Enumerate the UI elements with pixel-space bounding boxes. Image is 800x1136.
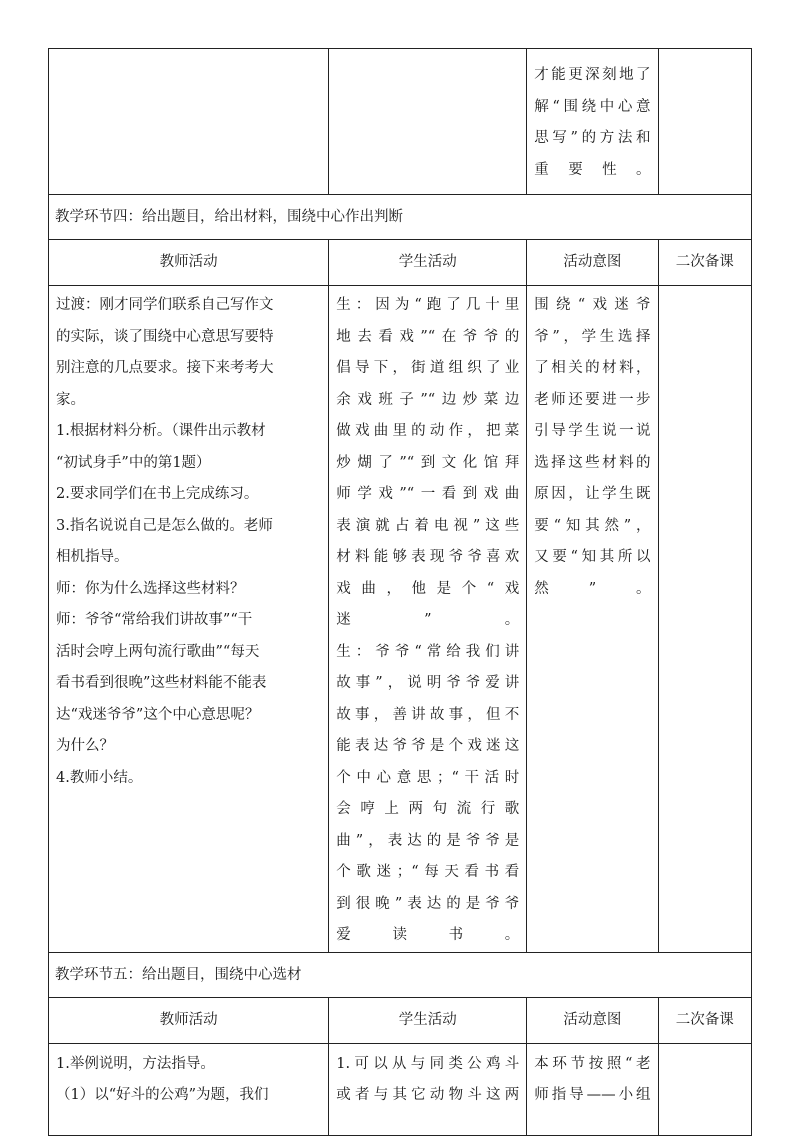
- text-line: 原因，让学生既: [534, 486, 651, 502]
- text-line: 要“知其然”，: [534, 517, 651, 534]
- section-title-row: [49, 952, 752, 997]
- header-row: [49, 240, 752, 286]
- text-line: 围绕“戏迷爷: [534, 297, 651, 313]
- header-row: [49, 997, 752, 1043]
- text-line: 2.要求同学们在书上完成练习。: [56, 486, 259, 502]
- activity-intent-cell: [527, 1043, 658, 1135]
- text-line: 过渡：刚才同学们联系自己写作文: [56, 297, 274, 313]
- header-intent: 活动意图: [527, 240, 658, 286]
- text-line: 本环节按照“老: [534, 1055, 651, 1072]
- text-line: 思写”的方法和: [534, 130, 651, 146]
- text-line: 师学戏”“一看到戏曲: [336, 486, 520, 502]
- text-line: 重要性。: [534, 161, 651, 178]
- text-line: 家。: [56, 391, 85, 408]
- text-line: 才能更深刻地了: [534, 67, 651, 83]
- text-line: 师指导——小组: [534, 1087, 651, 1103]
- text-line: 材料能够表现爷爷喜欢: [336, 549, 520, 565]
- activity-intent-cell: [527, 286, 658, 953]
- text-line: 了相关的材料，: [534, 360, 651, 376]
- text-line: 4.教师小结。: [56, 769, 143, 786]
- text-line: 个歌迷；“每天看书看: [336, 864, 520, 880]
- section-title-row: [49, 195, 752, 240]
- text-line: 相机指导。: [56, 549, 129, 565]
- text-line: 1.可以从与同类公鸡斗: [336, 1055, 520, 1072]
- second-prep-cell: [658, 1043, 751, 1135]
- continued-row: [49, 49, 752, 195]
- text-line: 个中心意思；“干活时: [336, 769, 520, 786]
- header-second-prep: 二次备课: [658, 240, 751, 286]
- teacher-activity-cell: [49, 286, 329, 953]
- activity-intent-cell: [527, 49, 658, 195]
- text-line: “初试身手”中的第1题）: [56, 454, 211, 471]
- text-line: 故事，善讲故事，但不: [336, 706, 520, 723]
- header-second-prep: 二次备课: [658, 997, 751, 1043]
- text-line: 迷”。: [336, 612, 520, 628]
- text-line: 的实际，谈了围绕中心意思写要特: [56, 328, 274, 345]
- header-student: 学生活动: [329, 240, 527, 286]
- teacher-activity-cell: [49, 1043, 329, 1135]
- text-line: 为什么？: [56, 738, 114, 754]
- section5-title: 教学环节五：给出题目，围绕中心选材: [49, 952, 752, 997]
- text-line: 到很晚”表达的是爷爷: [336, 895, 520, 912]
- text-line: 3.指名说说自己是怎么做的。老师: [56, 517, 273, 534]
- text-line: 师：你为什么选择这些材料？: [56, 580, 245, 597]
- text-line: 或者与其它动物斗这两: [336, 1087, 520, 1103]
- text-line: 1.根据材料分析。（课件出示教材: [56, 423, 266, 439]
- text-line: 看书看到很晚”这些材料能不能表: [56, 675, 267, 691]
- text-line: 又要“知其所以: [534, 549, 651, 565]
- text-line: 曲”，表达的是爷爷是: [336, 832, 520, 849]
- header-teacher: 教师活动: [49, 997, 329, 1043]
- text-line: 老师还要进一步: [534, 391, 651, 408]
- text-line: 做戏曲里的动作，把菜: [336, 423, 520, 439]
- student-activity-cell: [329, 286, 527, 953]
- text-line: 引导学生说一说: [534, 423, 651, 439]
- text-line: 爷”，学生选择: [534, 328, 651, 345]
- text-line: 别注意的几点要求。接下来考考大: [56, 360, 274, 376]
- text-line: 选择这些材料的: [534, 454, 651, 471]
- text-line: 达“戏迷爷爷”这个中心意思呢？: [56, 706, 260, 723]
- text-line: 解“围绕中心意: [534, 98, 651, 115]
- header-student: 学生活动: [329, 997, 527, 1043]
- student-activity-cell: [329, 49, 527, 195]
- header-teacher: 教师活动: [49, 240, 329, 286]
- text-line: 师：爷爷“常给我们讲故事”“干: [56, 612, 253, 628]
- student-activity-cell: [329, 1043, 527, 1135]
- text-line: 生：因为“跑了几十里: [336, 297, 520, 313]
- text-line: 戏曲，他是个“戏: [336, 580, 520, 597]
- text-line: 倡导下，街道组织了业: [336, 360, 520, 376]
- text-line: 余戏班子”“边炒菜边: [336, 391, 520, 408]
- section4-title: 教学环节四：给出题目，给出材料，围绕中心作出判断: [49, 195, 752, 240]
- text-line: 地去看戏”“在爷爷的: [336, 328, 520, 345]
- content-row: [49, 286, 752, 953]
- teacher-activity-cell: [49, 49, 329, 195]
- text-line: 1.举例说明，方法指导。: [56, 1055, 215, 1072]
- text-line: 活时会哼上两句流行歌曲”“每天: [56, 643, 260, 660]
- text-line: 生：爷爷“常给我们讲: [336, 643, 520, 660]
- text-line: 爱读书。: [336, 927, 520, 943]
- text-line: （1）以“好斗的公鸡”为题，我们: [56, 1087, 269, 1103]
- text-line: 会哼上两句流行歌: [336, 801, 520, 817]
- content-row: [49, 1043, 752, 1135]
- text-line: 能表达爷爷是个戏迷这: [336, 738, 520, 754]
- text-line: 故事”，说明爷爷爱讲: [336, 675, 520, 691]
- text-line: 炒煳了”“到文化馆拜: [336, 454, 520, 471]
- text-line: 然”。: [534, 580, 651, 597]
- text-line: 表演就占着电视”这些: [336, 517, 520, 534]
- lesson-plan-table: [48, 48, 752, 1136]
- header-intent: 活动意图: [527, 997, 658, 1043]
- second-prep-cell: [658, 286, 751, 953]
- second-prep-cell: [658, 49, 751, 195]
